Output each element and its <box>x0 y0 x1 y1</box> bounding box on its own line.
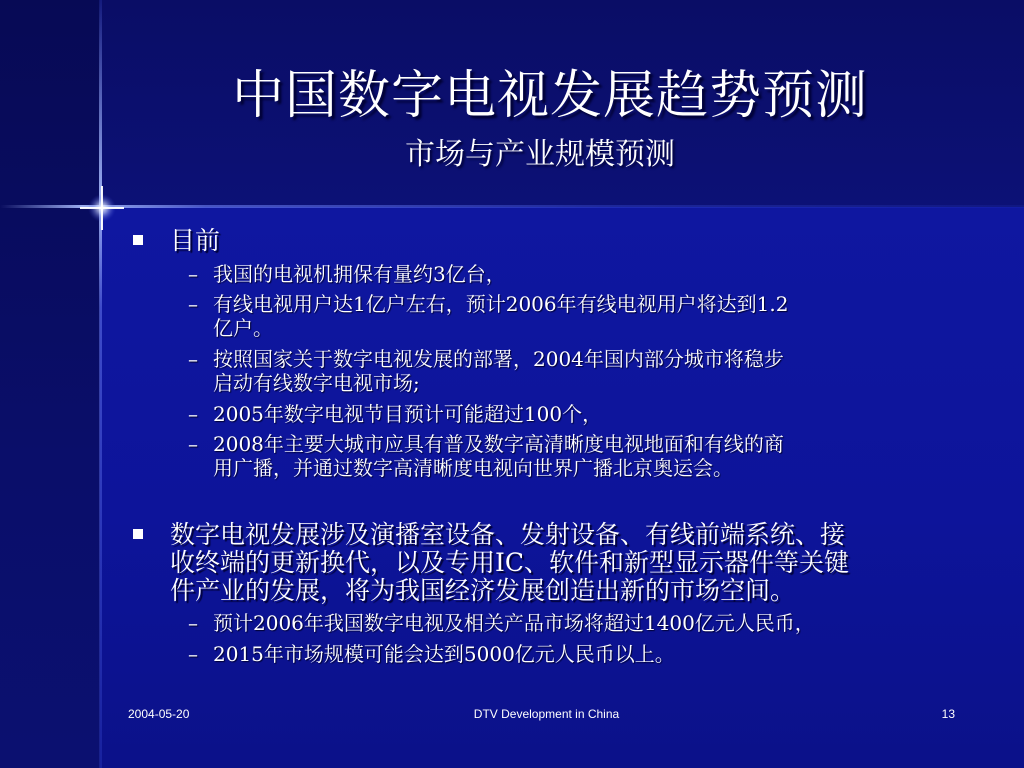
footer-date: 2004-05-20 <box>128 707 190 721</box>
sub-bullet-item <box>188 611 815 635</box>
dash-marker: – <box>188 642 198 666</box>
sub-bullet-text: 我国的电视机拥保有量约3亿台， <box>213 262 506 286</box>
bullet-text: 目前 <box>170 226 221 255</box>
sub-bullet-item <box>188 402 603 426</box>
dash-marker: – <box>188 262 198 286</box>
footer-title: DTV Development in China <box>473 707 620 721</box>
sub-bullet-text: 2008年主要大城市应具有普及数字高清晰度电视地面和有线的商 <box>213 432 784 456</box>
sub-bullet-text: 预计2006年我国数字电视及相关产品市场将超过1400亿元人民币， <box>213 611 815 635</box>
bullet-text: 收终端的更新换代，以及专用IC、软件和新型显示器件等关键 <box>170 548 850 577</box>
sub-bullet-text: 按照国家关于数字电视发展的部署，2004年国内部分城市将稳步 <box>213 347 784 371</box>
dash-marker: – <box>188 432 198 456</box>
footer-page-number: 13 <box>941 707 955 721</box>
sub-bullet-continuation <box>213 316 273 340</box>
sub-bullet-text: 亿户。 <box>213 316 273 340</box>
slide-title: 中国数字电视发展趋势预测 <box>231 66 868 126</box>
bullet-industry <box>170 520 845 550</box>
sub-bullet-text: 2005年数字电视节目预计可能超过100个， <box>213 402 603 426</box>
bullet-continuation <box>170 576 795 606</box>
sub-bullet-item <box>188 292 789 316</box>
bullet-continuation <box>170 548 849 578</box>
bullet-text: 数字电视发展涉及演播室设备、发射设备、有线前端系统、接 <box>170 520 846 549</box>
dash-marker: – <box>188 347 198 371</box>
sub-bullet-text: 2015年市场规模可能会达到5000亿元人民币以上。 <box>213 642 675 666</box>
sub-bullet-text: 用广播，并通过数字高清晰度电视向世界广播北京奥运会。 <box>213 456 733 480</box>
sub-bullet-item <box>188 642 675 666</box>
sub-bullet-continuation <box>213 371 420 395</box>
sub-bullet-text: 启动有线数字电视市场; <box>213 371 420 395</box>
dash-marker: – <box>188 292 198 316</box>
sub-bullet-item <box>188 347 784 371</box>
dash-marker: – <box>188 402 198 426</box>
bullet-text: 件产业的发展，将为我国经济发展创造出新的市场空间。 <box>170 576 796 605</box>
sub-bullet-continuation <box>213 456 733 480</box>
sub-bullet-item <box>188 262 506 286</box>
dash-marker: – <box>188 611 198 635</box>
sub-bullet-text: 有线电视用户达1亿户左右，预计2006年有线电视用户将达到1.2 <box>213 292 789 316</box>
sub-bullet-item <box>188 432 784 456</box>
bullet-current <box>170 226 220 256</box>
slide-subtitle: 市场与产业规模预测 <box>405 137 675 172</box>
